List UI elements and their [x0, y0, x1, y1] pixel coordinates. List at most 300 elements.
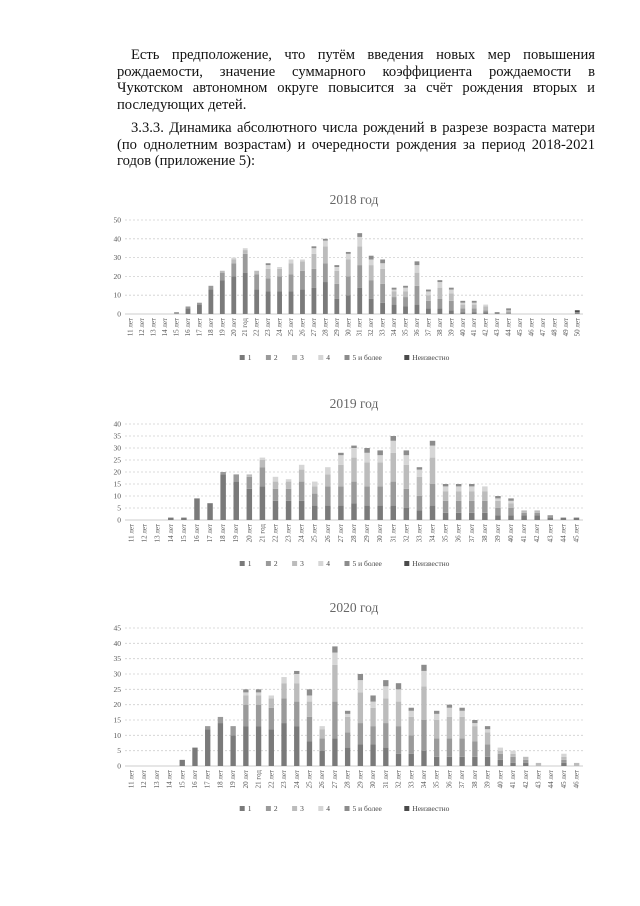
x-tick-label: 17 лет — [206, 524, 215, 543]
bar-segment — [482, 513, 487, 520]
bar-segment — [247, 474, 252, 476]
bar-segment — [286, 482, 291, 489]
bar-segment — [396, 702, 401, 727]
bar-segment — [404, 465, 409, 489]
bar-segment — [307, 689, 312, 695]
bar-segment — [377, 506, 382, 520]
bar-segment — [391, 436, 396, 441]
bar-segment — [508, 501, 513, 503]
bar-segment — [230, 726, 235, 735]
legend-swatch — [404, 806, 409, 811]
x-tick-label: 30 лет — [376, 524, 385, 543]
bar-segment — [357, 237, 362, 246]
bar-segment — [260, 486, 265, 520]
bar-segment — [561, 518, 566, 520]
x-tick-label: 18 лет — [216, 770, 225, 789]
bar-segment — [417, 496, 422, 510]
bar-segment — [430, 446, 435, 458]
x-tick-label: 46 лет — [527, 318, 536, 337]
bar-segment — [392, 297, 397, 305]
x-tick-label: 46 лет — [572, 770, 581, 789]
bar-segment — [233, 482, 238, 520]
bar-segment — [370, 745, 375, 766]
bar-segment — [307, 717, 312, 742]
legend-label: 2 — [273, 559, 278, 568]
x-tick-label: 18 лет — [206, 318, 215, 337]
legend-swatch — [292, 806, 297, 811]
legend-label: 5 и более — [352, 353, 382, 362]
bar-segment — [404, 450, 409, 455]
x-tick-label: 21 год — [241, 318, 250, 337]
x-tick-label: 36 лет — [412, 318, 421, 337]
bar-segment — [325, 467, 330, 474]
x-tick-label: 23 лет — [264, 318, 273, 337]
bar-segment — [260, 458, 265, 460]
x-tick-label: 12 лет — [138, 318, 147, 337]
bar-segment — [521, 513, 526, 515]
legend-label: 2 — [273, 353, 278, 362]
bar-segment — [430, 441, 435, 446]
bar-segment — [377, 450, 382, 455]
bar-segment — [299, 465, 304, 470]
bar-segment — [220, 474, 225, 520]
bar-segment — [294, 683, 299, 701]
bar-segment — [269, 699, 274, 708]
bar-segment — [269, 729, 274, 766]
bar-segment — [396, 689, 401, 701]
bar-segment — [498, 760, 503, 766]
bar-segment — [449, 301, 454, 310]
bar-segment — [325, 474, 330, 486]
bar-segment — [334, 265, 339, 267]
x-tick-label: 29 лет — [332, 318, 341, 337]
bar-segment — [300, 290, 305, 314]
x-tick-label: 31 лет — [355, 318, 364, 337]
bar-segment — [472, 726, 477, 741]
x-tick-label: 44 лет — [559, 524, 568, 543]
bar-segment — [430, 484, 435, 506]
x-tick-label: 24 лет — [297, 524, 306, 543]
bar-segment — [392, 288, 397, 290]
x-tick-label: 42 лет — [533, 524, 542, 543]
x-tick-label: 24 лет — [275, 318, 284, 337]
chart-title: 2020 год — [329, 600, 379, 615]
bar-segment — [383, 680, 388, 686]
bar-segment — [351, 482, 356, 504]
chart-2020-svg — [111, 600, 601, 818]
y-tick-label: 25 — [113, 684, 121, 694]
bar-segment — [254, 271, 259, 275]
bar-segment — [207, 503, 212, 520]
bar-segment — [415, 273, 420, 286]
bar-segment — [181, 518, 186, 520]
bar-segment — [508, 503, 513, 508]
bar-segment — [277, 267, 282, 269]
bar-segment — [231, 263, 236, 276]
bar-segment — [174, 312, 179, 314]
x-tick-label: 18 лет — [219, 524, 228, 543]
bar-segment — [364, 453, 369, 463]
x-tick-label: 22 лет — [252, 318, 261, 337]
bar-segment — [447, 738, 452, 756]
x-tick-label: 29 лет — [356, 770, 365, 789]
bar-segment — [266, 269, 271, 278]
bar-segment — [417, 510, 422, 520]
bar-segment — [447, 708, 452, 717]
x-tick-label: 38 лет — [480, 524, 489, 543]
bar-segment — [233, 474, 238, 481]
x-tick-label: 27 лет — [309, 318, 318, 337]
x-tick-label: 15 лет — [179, 524, 188, 543]
bar-segment — [332, 646, 337, 652]
bar-segment — [575, 310, 580, 312]
legend-swatch — [240, 355, 245, 360]
x-tick-label: 26 лет — [298, 318, 307, 337]
x-tick-label: 11 лет — [127, 770, 136, 789]
bar-segment — [334, 267, 339, 271]
bar-segment — [396, 726, 401, 754]
legend-label: 3 — [300, 353, 304, 362]
bar-segment — [325, 506, 330, 520]
bar-segment — [300, 259, 305, 261]
bar-segment — [256, 695, 261, 704]
bar-segment — [380, 303, 385, 314]
bar-segment — [286, 489, 291, 501]
x-tick-label: 21 год — [254, 770, 263, 789]
bar-segment — [426, 295, 431, 301]
bar-segment — [364, 462, 369, 486]
y-tick-label: 35 — [113, 654, 121, 664]
bar-segment — [483, 310, 488, 312]
bar-segment — [358, 723, 363, 744]
bar-segment — [459, 717, 464, 738]
bar-segment — [186, 308, 191, 314]
y-tick-label: 20 — [113, 271, 121, 281]
bar-segment — [447, 705, 452, 708]
bar-segment — [256, 689, 261, 692]
x-tick-label: 31 лет — [389, 524, 398, 543]
x-tick-label: 28 лет — [343, 770, 352, 789]
bar-segment — [220, 472, 225, 474]
bar-segment — [523, 760, 528, 763]
bar-segment — [403, 286, 408, 288]
bar-segment — [403, 297, 408, 306]
bar-segment — [495, 312, 500, 314]
x-tick-label: 44 лет — [504, 318, 513, 337]
x-tick-label: 13 лет — [153, 524, 162, 543]
x-tick-label: 11 лет — [126, 318, 135, 337]
x-tick-label: 35 лет — [432, 770, 441, 789]
bar-segment — [396, 754, 401, 766]
bar-segment — [346, 252, 351, 254]
x-tick-label: 41 лет — [509, 770, 518, 789]
bar-segment — [548, 515, 553, 517]
bar-segment — [469, 513, 474, 520]
bar-segment — [332, 738, 337, 766]
bar-segment — [289, 291, 294, 314]
bar-segment — [510, 754, 515, 757]
x-tick-label: 48 лет — [550, 318, 559, 337]
x-tick-label: 23 лет — [280, 770, 289, 789]
y-tick-label: 45 — [113, 623, 121, 633]
x-tick-label: 33 лет — [407, 770, 416, 789]
bar-segment — [231, 258, 236, 260]
bar-segment — [482, 501, 487, 513]
legend-swatch — [292, 561, 297, 566]
x-tick-label: 27 лет — [330, 770, 339, 789]
x-tick-label: 28 лет — [321, 318, 330, 337]
bar-segment — [437, 280, 442, 282]
bar-segment — [469, 484, 474, 486]
bar-segment — [403, 288, 408, 292]
bar-segment — [345, 714, 350, 717]
bar-segment — [286, 501, 291, 520]
bar-segment — [370, 695, 375, 701]
bar-segment — [506, 308, 511, 310]
bar-segment — [334, 284, 339, 299]
x-tick-label: 50 лет — [573, 318, 582, 337]
bar-segment — [456, 501, 461, 513]
bar-segment — [346, 276, 351, 295]
x-tick-label: 21 год — [258, 524, 267, 543]
bar-segment — [459, 738, 464, 756]
bar-segment — [307, 695, 312, 701]
bar-segment — [534, 510, 539, 512]
bar-segment — [192, 748, 197, 766]
bar-segment — [472, 305, 477, 309]
bar-segment — [312, 494, 317, 506]
bar-segment — [575, 312, 580, 314]
legend-label: Неизвестно — [412, 804, 450, 813]
x-tick-label: 32 лет — [402, 524, 411, 543]
paragraph2-text: 3.3.3. Динамика абсолютного числа рождений в разрезе возраста матери (по однолетним возрастам) и очередности рождения за период 2018-2021 годов (приложение 5): — [117, 120, 595, 169]
bar-segment — [472, 720, 477, 723]
y-tick-label: 35 — [113, 431, 121, 441]
bar-segment — [357, 288, 362, 314]
bar-segment — [294, 702, 299, 727]
chart-title: 2019 год — [329, 396, 379, 411]
y-tick-label: 40 — [113, 234, 121, 244]
bar-segment — [404, 489, 409, 508]
bar-segment — [421, 751, 426, 766]
chart-title: 2018 год — [329, 192, 379, 207]
bar-segment — [506, 312, 511, 314]
x-tick-label: 24 лет — [292, 770, 301, 789]
y-tick-label: 30 — [113, 253, 121, 263]
x-tick-label: 20 лет — [245, 524, 254, 543]
bar-segment — [508, 508, 513, 515]
paragraph-fertility-assumption — [117, 47, 595, 113]
x-tick-label: 34 лет — [428, 524, 437, 543]
bar-segment — [243, 695, 248, 704]
bar-segment — [266, 278, 271, 291]
y-tick-label: 5 — [117, 746, 121, 756]
bar-segment — [299, 482, 304, 501]
legend-swatch — [404, 355, 409, 360]
bar-segment — [380, 263, 385, 269]
bar-segment — [409, 717, 414, 735]
bar-segment — [351, 448, 356, 458]
bar-segment — [482, 491, 487, 501]
y-tick-label: 15 — [113, 479, 121, 489]
bar-segment — [415, 286, 420, 305]
x-tick-label: 41 лет — [470, 318, 479, 337]
bar-segment — [312, 506, 317, 520]
bar-segment — [197, 305, 202, 314]
x-tick-label: 14 лет — [165, 770, 174, 789]
bar-segment — [456, 513, 461, 520]
bar-segment — [459, 757, 464, 766]
bar-segment — [346, 259, 351, 276]
bar-segment — [459, 708, 464, 711]
bar-segment — [534, 513, 539, 515]
bar-segment — [460, 312, 465, 314]
bar-segment — [510, 751, 515, 754]
bar-segment — [247, 477, 252, 489]
bar-segment — [346, 295, 351, 314]
x-tick-label: 30 лет — [344, 318, 353, 337]
bar-segment — [380, 269, 385, 284]
bar-segment — [391, 453, 396, 482]
legend-swatch — [318, 806, 323, 811]
x-tick-label: 39 лет — [493, 524, 502, 543]
bar-segment — [495, 501, 500, 508]
bar-segment — [273, 501, 278, 520]
bar-segment — [300, 261, 305, 270]
bar-segment — [351, 458, 356, 482]
bar-segment — [243, 250, 248, 254]
bar-segment — [443, 484, 448, 486]
bar-segment — [561, 757, 566, 760]
y-tick-label: 10 — [113, 491, 121, 501]
x-tick-label: 25 лет — [310, 524, 319, 543]
x-tick-label: 40 лет — [458, 318, 467, 337]
bar-segment — [561, 763, 566, 766]
y-tick-label: 5 — [117, 503, 121, 513]
bar-segment — [332, 653, 337, 665]
bar-segment — [380, 259, 385, 263]
bar-segment — [472, 723, 477, 726]
bar-segment — [338, 486, 343, 505]
bar-segment — [312, 482, 317, 487]
bar-segment — [281, 723, 286, 766]
bar-segment — [247, 489, 252, 520]
legend-swatch — [266, 561, 271, 566]
bar-segment — [370, 708, 375, 726]
x-tick-label: 19 лет — [218, 318, 227, 337]
legend-swatch — [240, 806, 245, 811]
x-tick-label: 16 лет — [183, 318, 192, 337]
bar-segment — [403, 306, 408, 314]
y-tick-label: 20 — [113, 700, 121, 710]
x-tick-label: 43 лет — [493, 318, 502, 337]
bar-segment — [447, 757, 452, 766]
y-tick-label: 30 — [113, 443, 121, 453]
x-tick-label: 14 лет — [161, 318, 170, 337]
bar-segment — [338, 465, 343, 487]
chart-2019 — [111, 394, 601, 574]
bar-segment — [506, 310, 511, 312]
y-tick-label: 25 — [113, 455, 121, 465]
bar-segment — [260, 467, 265, 486]
x-tick-label: 37 лет — [424, 318, 433, 337]
legend-label: 4 — [326, 353, 331, 362]
bar-segment — [300, 271, 305, 290]
bar-segment — [323, 246, 328, 263]
bar-segment — [180, 760, 185, 766]
bar-segment — [508, 515, 513, 520]
bar-segment — [421, 665, 426, 671]
bar-segment — [472, 757, 477, 766]
bar-segment — [266, 263, 271, 265]
x-tick-label: 22 лет — [271, 524, 280, 543]
bar-segment — [391, 441, 396, 453]
x-tick-label: 17 лет — [203, 770, 212, 789]
x-tick-label: 33 лет — [378, 318, 387, 337]
x-tick-label: 27 лет — [336, 524, 345, 543]
legend-swatch — [292, 355, 297, 360]
bar-segment — [289, 275, 294, 292]
bar-segment — [260, 460, 265, 467]
x-tick-label: 35 лет — [401, 318, 410, 337]
x-tick-label: 16 лет — [190, 770, 199, 789]
bar-segment — [574, 518, 579, 520]
y-tick-label: 10 — [113, 730, 121, 740]
chart-2018-svg — [111, 190, 601, 370]
bar-segment — [294, 671, 299, 674]
y-tick-label: 15 — [113, 715, 121, 725]
bar-segment — [345, 732, 350, 747]
x-tick-label: 25 лет — [287, 318, 296, 337]
bar-segment — [426, 290, 431, 292]
bar-segment — [273, 489, 278, 501]
bar-segment — [364, 486, 369, 505]
bar-segment — [392, 291, 397, 297]
y-tick-label: 20 — [113, 467, 121, 477]
bar-segment — [434, 738, 439, 756]
y-tick-label: 40 — [113, 638, 121, 648]
bar-segment — [299, 501, 304, 520]
bar-segment — [377, 462, 382, 486]
bar-segment — [409, 735, 414, 753]
bar-segment — [364, 506, 369, 520]
bar-segment — [281, 683, 286, 698]
bar-segment — [370, 702, 375, 708]
bar-segment — [523, 757, 528, 760]
bar-segment — [281, 699, 286, 724]
bar-segment — [254, 290, 259, 314]
bar-segment — [574, 763, 579, 766]
bar-segment — [443, 501, 448, 513]
x-tick-label: 29 лет — [363, 524, 372, 543]
bar-segment — [323, 263, 328, 282]
x-tick-label: 45 лет — [516, 318, 525, 337]
x-tick-label: 49 лет — [561, 318, 570, 337]
bar-segment — [495, 496, 500, 498]
bar-segment — [277, 276, 282, 291]
bar-segment — [345, 717, 350, 732]
bar-segment — [495, 515, 500, 520]
bar-segment — [345, 711, 350, 714]
bar-segment — [421, 671, 426, 686]
bar-segment — [323, 241, 328, 247]
bar-segment — [357, 246, 362, 265]
bar-segment — [357, 233, 362, 237]
x-tick-label: 13 лет — [152, 770, 161, 789]
bar-segment — [208, 286, 213, 290]
x-tick-label: 40 лет — [507, 524, 516, 543]
bar-segment — [269, 695, 274, 698]
